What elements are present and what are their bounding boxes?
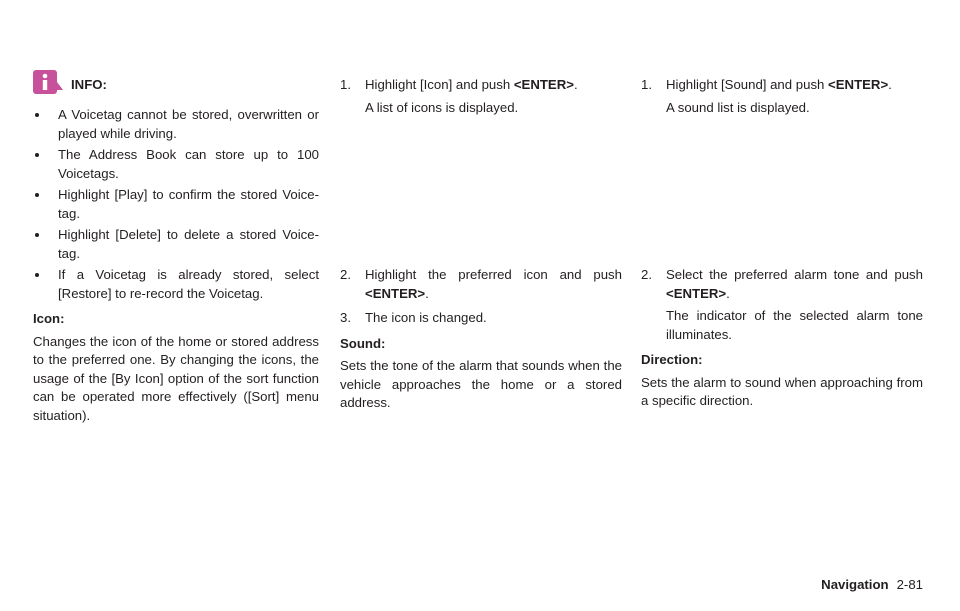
page-number: 2-81 (896, 577, 923, 592)
icon-step-2: 2. Highlight the preferred icon and push <ENTER>. (340, 267, 622, 301)
bullet-dot-icon (35, 193, 39, 197)
sound-description: Sets the tone of the alarm that sounds when the vehicle approaches the home or a stored address. (340, 358, 622, 410)
list-item: If a Voicetag is already stored, select [Restore] to re-record the Voicetag. (33, 266, 319, 303)
icon-step-1: 1. Highlight [Icon] and push <ENTER>. A list of icons is displayed. (340, 76, 622, 117)
direction-heading: Direction: (641, 352, 703, 367)
icon-description: Changes the icon of the home or stored address to the preferred one. By changing the icons, the usage of the [By Icon] option of the sort function can be operated more effectively ([Sort] menu situation). (33, 333, 319, 423)
sound-step-1: 1. Highlight [Sound] and push <ENTER>. A sound list is displayed. (641, 76, 923, 117)
list-item: The Address Book can store up to 100 Voicetags. (33, 146, 319, 183)
bullet-dot-icon (35, 273, 39, 277)
enter-key: <ENTER> (828, 77, 889, 92)
info-bullet-list (33, 106, 319, 303)
figure-space (641, 117, 923, 266)
sound-step-2: 2. Select the preferred alarm tone and push <ENTER>. The indicator of the selected alarm tone illuminates. (641, 266, 923, 344)
info-title: INFO: (71, 77, 107, 92)
enter-key: <ENTER> (365, 285, 426, 301)
list-item: Highlight [Delete] to delete a stored Voice-tag. (33, 226, 319, 263)
bullet-dot-icon (35, 233, 39, 237)
direction-description: Sets the alarm to sound when approaching from a specific direction. (641, 374, 923, 408)
bullet-dot-icon (35, 153, 39, 157)
sound-step-2-result: The indicator of the selected alarm tone illuminates. (666, 308, 923, 342)
info-header (33, 70, 319, 106)
sound-step-1-result: A sound list is displayed. (666, 99, 810, 115)
column-middle (340, 76, 622, 413)
enter-key: <ENTER> (513, 77, 574, 92)
figure-space (340, 117, 622, 266)
icon-step-1-result: A list of icons is displayed. (365, 99, 519, 115)
column-left (33, 70, 319, 425)
enter-key: <ENTER> (666, 285, 727, 301)
list-item: A Voicetag cannot be stored, overwritten or played while driving. (33, 106, 319, 143)
footer-section-name: Navigation (821, 577, 889, 592)
column-right (641, 76, 923, 411)
list-item: Highlight [Play] to confirm the stored Voice-tag. (33, 186, 319, 223)
icon-heading: Icon: (33, 311, 65, 326)
page-footer (821, 576, 923, 595)
bullet-dot-icon (35, 113, 39, 117)
sound-heading: Sound: (340, 335, 386, 351)
info-icon (33, 70, 65, 98)
icon-step-3: 3. The icon is changed. (340, 310, 487, 325)
